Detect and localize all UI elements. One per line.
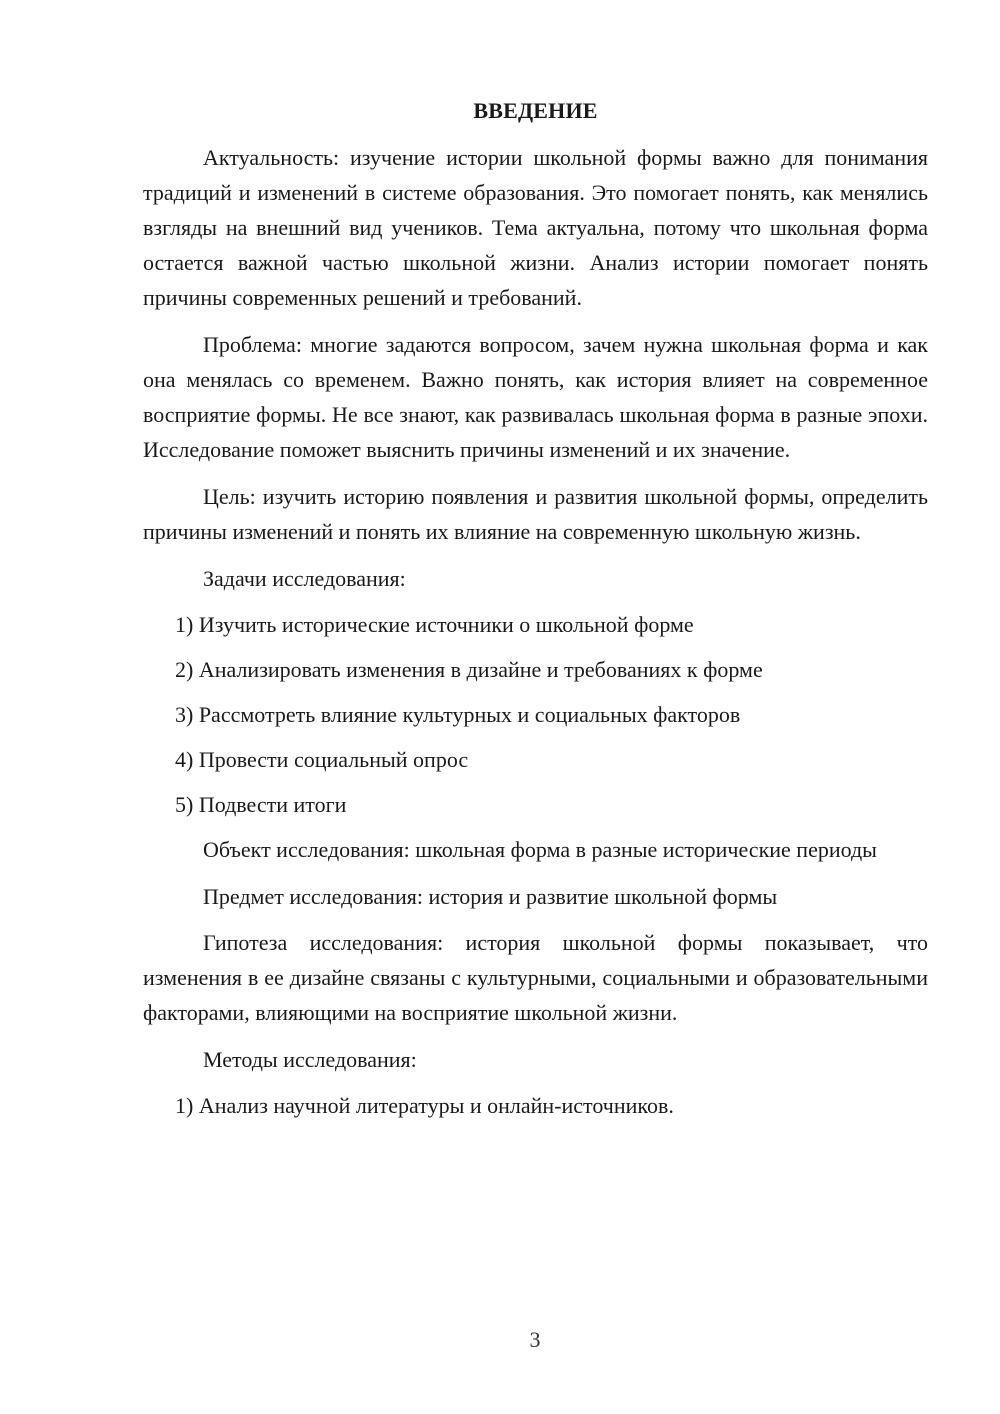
method-item-1: 1) Анализ научной литературы и онлайн-источников. bbox=[175, 1093, 674, 1118]
object-paragraph: Объект исследования: школьная форма в разные исторические периоды bbox=[203, 837, 877, 862]
relevance-paragraph: Актуальность: изучение истории школьной формы важно для понимания традиций и изменений в системе образования. Это помогает понять, как менялись взгляды на внешний вид учеников. Тема актуальна, потому что школьная форма остается важной частью школьной жизни. Анализ истории помогает понять причины современных решений и требований. bbox=[143, 145, 928, 310]
goal-paragraph: Цель: изучить историю появления и развития школьной формы, определить причины изменений и понять их влияние на современную школьную жизнь. bbox=[143, 484, 928, 544]
document-body bbox=[143, 93, 928, 1133]
page-number: 3 bbox=[529, 1327, 541, 1352]
task-item-1: 1) Изучить исторические источники о школьной форме bbox=[175, 612, 694, 637]
hypothesis-paragraph: Гипотеза исследования: история школьной формы показывает, что изменения в ее дизайне связаны с культурными, социальными и образовательными факторами, влияющими на восприятие школьной жизни. bbox=[143, 930, 928, 1025]
problem-paragraph: Проблема: многие задаются вопросом, зачем нужна школьная форма и как она менялась со временем. Важно понять, как история влияет на современное восприятие формы. Не все знают, как развивалась школьная форма в разные эпохи. Исследование поможет выяснить причины изменений и их значение. bbox=[143, 332, 928, 462]
task-item-2: 2) Анализировать изменения в дизайне и требованиях к форме bbox=[175, 657, 763, 682]
task-item-3: 3) Рассмотреть влияние культурных и социальных факторов bbox=[175, 702, 741, 727]
methods-heading: Методы исследования: bbox=[203, 1047, 417, 1072]
task-item-4: 4) Провести социальный опрос bbox=[175, 747, 469, 772]
subject-paragraph: Предмет исследования: история и развитие школьной формы bbox=[203, 884, 778, 909]
task-item-5: 5) Подвести итоги bbox=[175, 792, 347, 817]
page-title: ВВЕДЕНИЕ bbox=[473, 98, 598, 123]
tasks-heading: Задачи исследования: bbox=[203, 566, 406, 591]
